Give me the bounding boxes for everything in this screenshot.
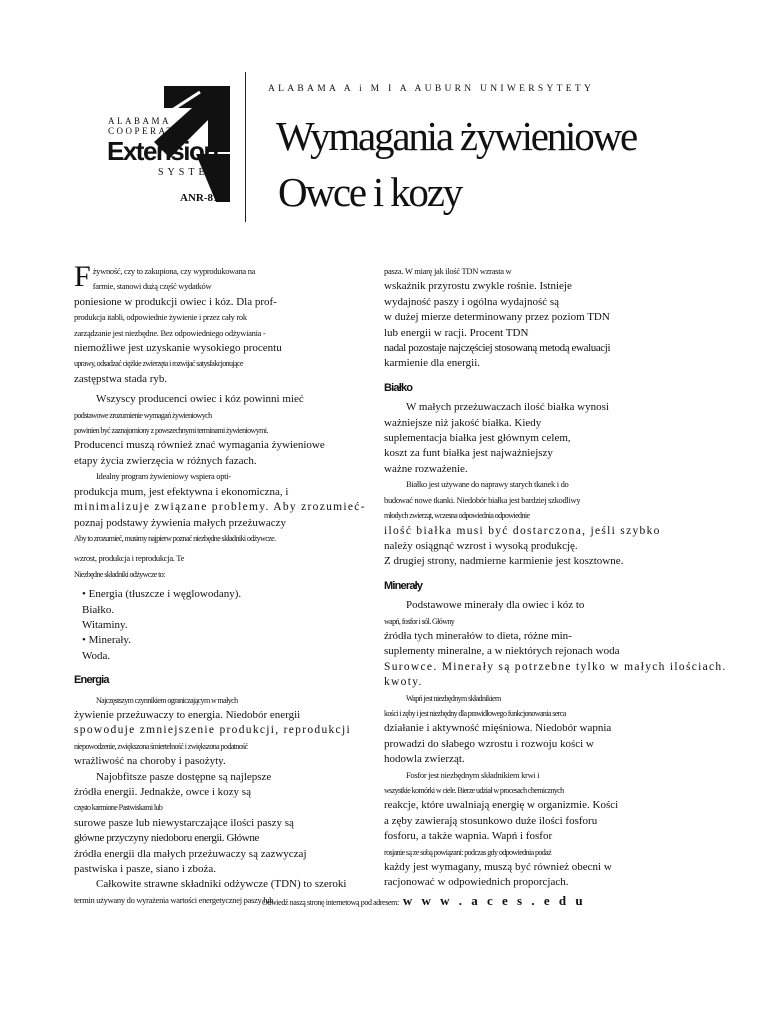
nutrient-list: [74, 587, 374, 664]
text-line: koszt za funt białka jest najważniejszy: [384, 447, 553, 460]
heading-minerals: Minerały: [384, 579, 423, 592]
text-line: lub energii w racji. Procent TDN: [384, 326, 529, 339]
text-line: surowe pasze lub niewystarczające ilości paszy są: [74, 816, 294, 829]
text-line: prowadzi do słabego wzrostu i rozwoju kości w: [384, 737, 594, 750]
page-title: Wymagania żywieniowe: [276, 113, 636, 159]
text-line: farmie, stanowi dużą część wydatków: [92, 281, 212, 292]
logo-extension-text: Extension: [107, 136, 218, 166]
text-line: Najobfitsze pasze dostępne są najlepsze: [96, 770, 272, 783]
text-line: źródła energii. Jednakże, owce i kozy są: [74, 786, 251, 798]
text-line: wrażliwość na choroby i pasożyty.: [74, 755, 226, 768]
text-line: ważne rozważenie.: [384, 462, 468, 475]
text-line: kwoty.: [384, 676, 423, 689]
text-line: Producenci muszą również znać wymagania żywieniowe: [74, 439, 325, 452]
text-line: zastępstwa stada ryb.: [74, 372, 168, 385]
text-line: W małych przeżuwaczach ilość białka wynosi: [406, 401, 609, 414]
text-line: spowoduje zmniejszenie produkcji, reprodukcji: [74, 724, 351, 737]
text-line: uprawy, odsadzać ciężkie zwierzęta i rozwijać satysfakcjonujące: [74, 359, 243, 369]
website-link[interactable]: w w w . a c e s . e d u: [402, 893, 586, 908]
text-line: racjonować w odpowiednich proporcjach.: [384, 876, 569, 889]
text-line: Najczęstszym czynnikiem ograniczającym w małych: [96, 695, 238, 705]
paragraph-phosphorus: [384, 768, 714, 891]
text-line: Idealny program żywieniowy wspiera opti-: [96, 471, 231, 482]
text-line: powinien być zaznajomiony z powszechnymi terminami żywieniowymi.: [74, 426, 268, 436]
list-item: • Energia (tłuszcze i węglowodany).: [82, 588, 242, 601]
footer: [262, 892, 586, 910]
text-line: w dużej mierze determinowany przez poziom TDN: [384, 311, 610, 324]
footer-lead-text: Odwiedź naszą stronę internetową pod adresem:: [262, 898, 399, 907]
text-line: kości i zęby i jest niezbędny dla prawidłowego funkcjonowania serca: [384, 708, 566, 718]
text-line: wszystkie komórki w ciele. Bierze udział w procesach chemicznych: [384, 786, 564, 795]
text-line: młodych zwierząt, wczesna odpowiednia odpowiednie: [384, 511, 530, 521]
paragraph-minerals: [384, 598, 727, 690]
text-line: reakcje, które uwalniają energię w organizmie. Kości: [384, 799, 619, 812]
text-line: produkcja mum, jest efektywna i ekonomiczna, i: [74, 485, 289, 498]
text-line: karmienie dla energii.: [384, 357, 481, 370]
page-subtitle: Owce i kozy: [278, 169, 462, 215]
paragraph-tdn-continued: [384, 264, 714, 372]
list-item: Woda.: [82, 649, 111, 662]
list-item: • Minerały.: [82, 634, 131, 647]
text-line: często karmione Pastwiskami lub: [74, 803, 163, 813]
text-line: Fosfor jest niezbędnym składnikiem krwi i: [406, 769, 540, 780]
paragraph-energy-sources: [74, 770, 374, 878]
paragraph-protein-use: [384, 477, 714, 569]
text-line: nadal pozostaje najczęściej stosowaną metodą ewaluacji: [384, 342, 611, 355]
text-line: etapy życia zwierzęcia w różnych fazach.: [74, 454, 257, 467]
text-line: hodowla zwierząt.: [384, 753, 465, 766]
text-line: wapń, fosfor i sól. Główny: [384, 616, 455, 626]
text-line: podstawowe zrozumienie wymagań żywieniowych: [74, 410, 212, 420]
text-line: Wszyscy producenci owiec i kóz powinni mieć: [96, 393, 304, 406]
text-line: fosforu, a także wapnia. Wapń i fosfor: [384, 830, 553, 843]
text-line: ważniejsze niż jakość białka. Kiedy: [384, 416, 542, 429]
text-line: budować nowe tkanki. Niedobór białka jest bardziej szkodliwy: [384, 494, 581, 505]
text-line: Podstawowe minerały dla owiec i kóz to: [406, 599, 585, 612]
text-line: suplementy mineralne, a w niektórych rejonach woda: [384, 645, 620, 658]
text-line: działanie i aktywność mięśniowa. Niedobór wapnia: [384, 722, 612, 735]
publication-number: ANR-812: [180, 192, 224, 204]
text-line: wzrost, produkcja i reprodukcja. Te: [74, 553, 185, 564]
text-line: a zęby zawierają stosunkowo duże ilości fosforu: [384, 814, 598, 827]
text-line: Surowce. Minerały są potrzebne tylko w małych ilościach.: [384, 660, 727, 673]
list-item: Witaminy.: [82, 618, 128, 631]
text-line: pastwiska i pasze, siano i zboża.: [74, 863, 217, 876]
text-line: należy osiągnąć wzrost i wysoką produkcję.: [384, 539, 578, 552]
text-line: Białko jest używane do naprawy starych tkanek i do: [406, 479, 569, 490]
heading-energy: Energia: [74, 674, 109, 687]
paragraph-energy: [74, 693, 374, 770]
list-item: Białko.: [82, 603, 115, 616]
text-line: produkcja itabli, odpowiednie żywienie i przez cały rok: [74, 312, 247, 323]
text-line: żywność, czy to zakupiona, czy wyprodukowana na: [92, 266, 256, 276]
logo-system-text: SYSTEM: [158, 167, 222, 178]
text-line: ilość białka musi być dostarczona, jeśli szybko: [384, 524, 661, 537]
text-line: zarządzanie jest niezbędne. Bez odpowiedniego odżywiania -: [74, 327, 266, 338]
text-line: Niezbędne składniki odżywcze to:: [74, 569, 165, 579]
paragraph-producers: [74, 392, 374, 469]
text-line: termin używany do wyrażenia wartości energetycznej paszy lub: [74, 894, 274, 905]
text-line: główne przyczyny niedoboru energii. Główne: [74, 832, 259, 845]
text-line: pasza. W miarę jak ilość TDN wzrasta w: [384, 266, 512, 276]
text-line: każdy jest wymagany, muszą być również obecni w: [384, 861, 612, 874]
drop-cap: F: [74, 260, 91, 293]
text-line: niepowodzenie, zwiększona śmiertelność i zwiększona podatność: [74, 741, 248, 751]
right-column: [384, 264, 727, 891]
text-line: poniesione w produkcji owiec i kóz. Dla prof-: [74, 295, 277, 308]
heading-protein: Białko: [384, 381, 413, 394]
text-line: poznaj podstawy żywienia małych przeżuwaczy: [74, 516, 286, 529]
text-line: rosjanie są ze sobą powiązani: podczas gdy odpowiednia podaż: [384, 847, 552, 857]
text-line: Aby to zrozumieć, musimy najpierw poznać niezbędne składniki odżywcze.: [74, 533, 276, 543]
paragraph-calcium: [384, 691, 714, 768]
text-line: Wapń jest niezbędnym składnikiem: [406, 693, 501, 703]
text-line: Z drugiej strony, nadmierne karmienie jest kosztowne.: [384, 555, 624, 568]
text-line: wskaźnik przyrostu zwykle rośnie. Istnieje: [384, 280, 572, 293]
paragraph-protein: [384, 400, 714, 477]
text-line: suplementacja białka jest głównym celem,: [384, 432, 571, 445]
logo-alabama-text: ALABAMA: [108, 116, 172, 126]
logo-cooperative-text: COOPERATIVE: [108, 126, 198, 136]
text-line: Całkowite strawne składniki odżywcze (TDN) to szeroki: [96, 878, 347, 891]
text-line: źródła tych minerałów to dieta, różne min-: [384, 629, 572, 642]
header-divider: [245, 72, 246, 222]
text-line: wydajność paszy i ogólna wydajność są: [384, 295, 560, 308]
text-line: minimalizuje związane problemy. Aby zrozumieć-: [74, 501, 366, 514]
left-column: [74, 260, 374, 908]
intro-paragraph: [74, 260, 374, 387]
paragraph-program: [74, 469, 374, 582]
text-line: źródła energii dla małych przeżuwaczy są zazwyczaj: [74, 847, 307, 860]
text-line: niemożliwe jest uzyskanie wysokiego procentu: [74, 342, 282, 355]
text-line: żywienie przeżuwaczy to energia. Niedobór energii: [74, 708, 301, 721]
universities-line: ALABAMA A i M I A AUBURN UNIWERSYTETY: [268, 84, 595, 94]
